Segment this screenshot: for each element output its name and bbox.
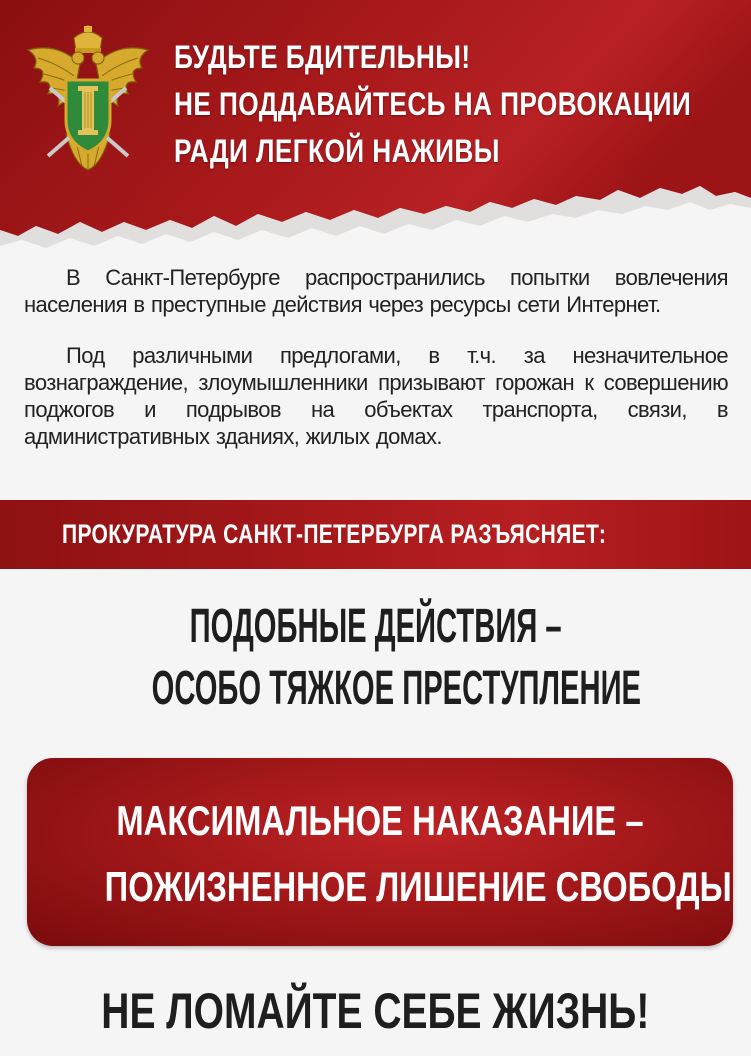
intro-text	[24, 264, 728, 450]
crown-icon	[74, 26, 102, 54]
prosecutor-banner	[0, 500, 751, 569]
warning-line-2: ОСОБО ТЯЖКОЕ ПРЕСТУПЛЕНИЕ	[151, 662, 642, 715]
penalty-box	[27, 758, 733, 946]
header-title-line-2: НЕ ПОДДАВАЙТЕСЬ НА ПРОВОКАЦИИ	[174, 86, 692, 122]
prosecutor-emblem-icon	[18, 24, 158, 174]
banner-text: ПРОКУРАТУРА САНКТ-ПЕТЕРБУРГА РАЗЪЯСНЯЕТ:	[62, 519, 607, 549]
intro-paragraph-2	[24, 342, 728, 450]
header-title	[174, 34, 744, 175]
penalty-line-2: ПОЖИЗНЕННОЕ ЛИШЕНИЕ СВОБОДЫ	[104, 863, 732, 910]
warning-line-1: ПОДОБНЫЕ ДЕЙСТВИЯ –	[189, 600, 562, 653]
slogan-text: НЕ ЛОМАЙТЕ СЕБЕ ЖИЗНЬ!	[101, 983, 650, 1039]
slogan	[0, 978, 751, 1044]
intro-paragraph-2-text: Под различными предлогами, в т.ч. за незначительное вознаграждение, злоумышленники призывают горожан к совершению поджогов и подрывов на объектах транспорта, связи, в административных зданиях, жилых домах.	[24, 343, 728, 449]
intro-paragraph-1-text: В Санкт-Петербурге распространились попытки вовлечения населения в преступные действия через ресурсы сети Интернет.	[24, 265, 728, 317]
penalty-line-1: МАКСИМАЛЬНОЕ НАКАЗАНИЕ –	[116, 797, 644, 844]
warning-headline	[0, 596, 751, 720]
header-title-line-3: РАДИ ЛЕГКОЙ НАЖИВЫ	[174, 133, 500, 169]
header-title-line-1: БУДЬТЕ БДИТЕЛЬНЫ!	[174, 39, 471, 75]
penalty-text	[27, 788, 733, 920]
intro-paragraph-1	[24, 264, 728, 318]
